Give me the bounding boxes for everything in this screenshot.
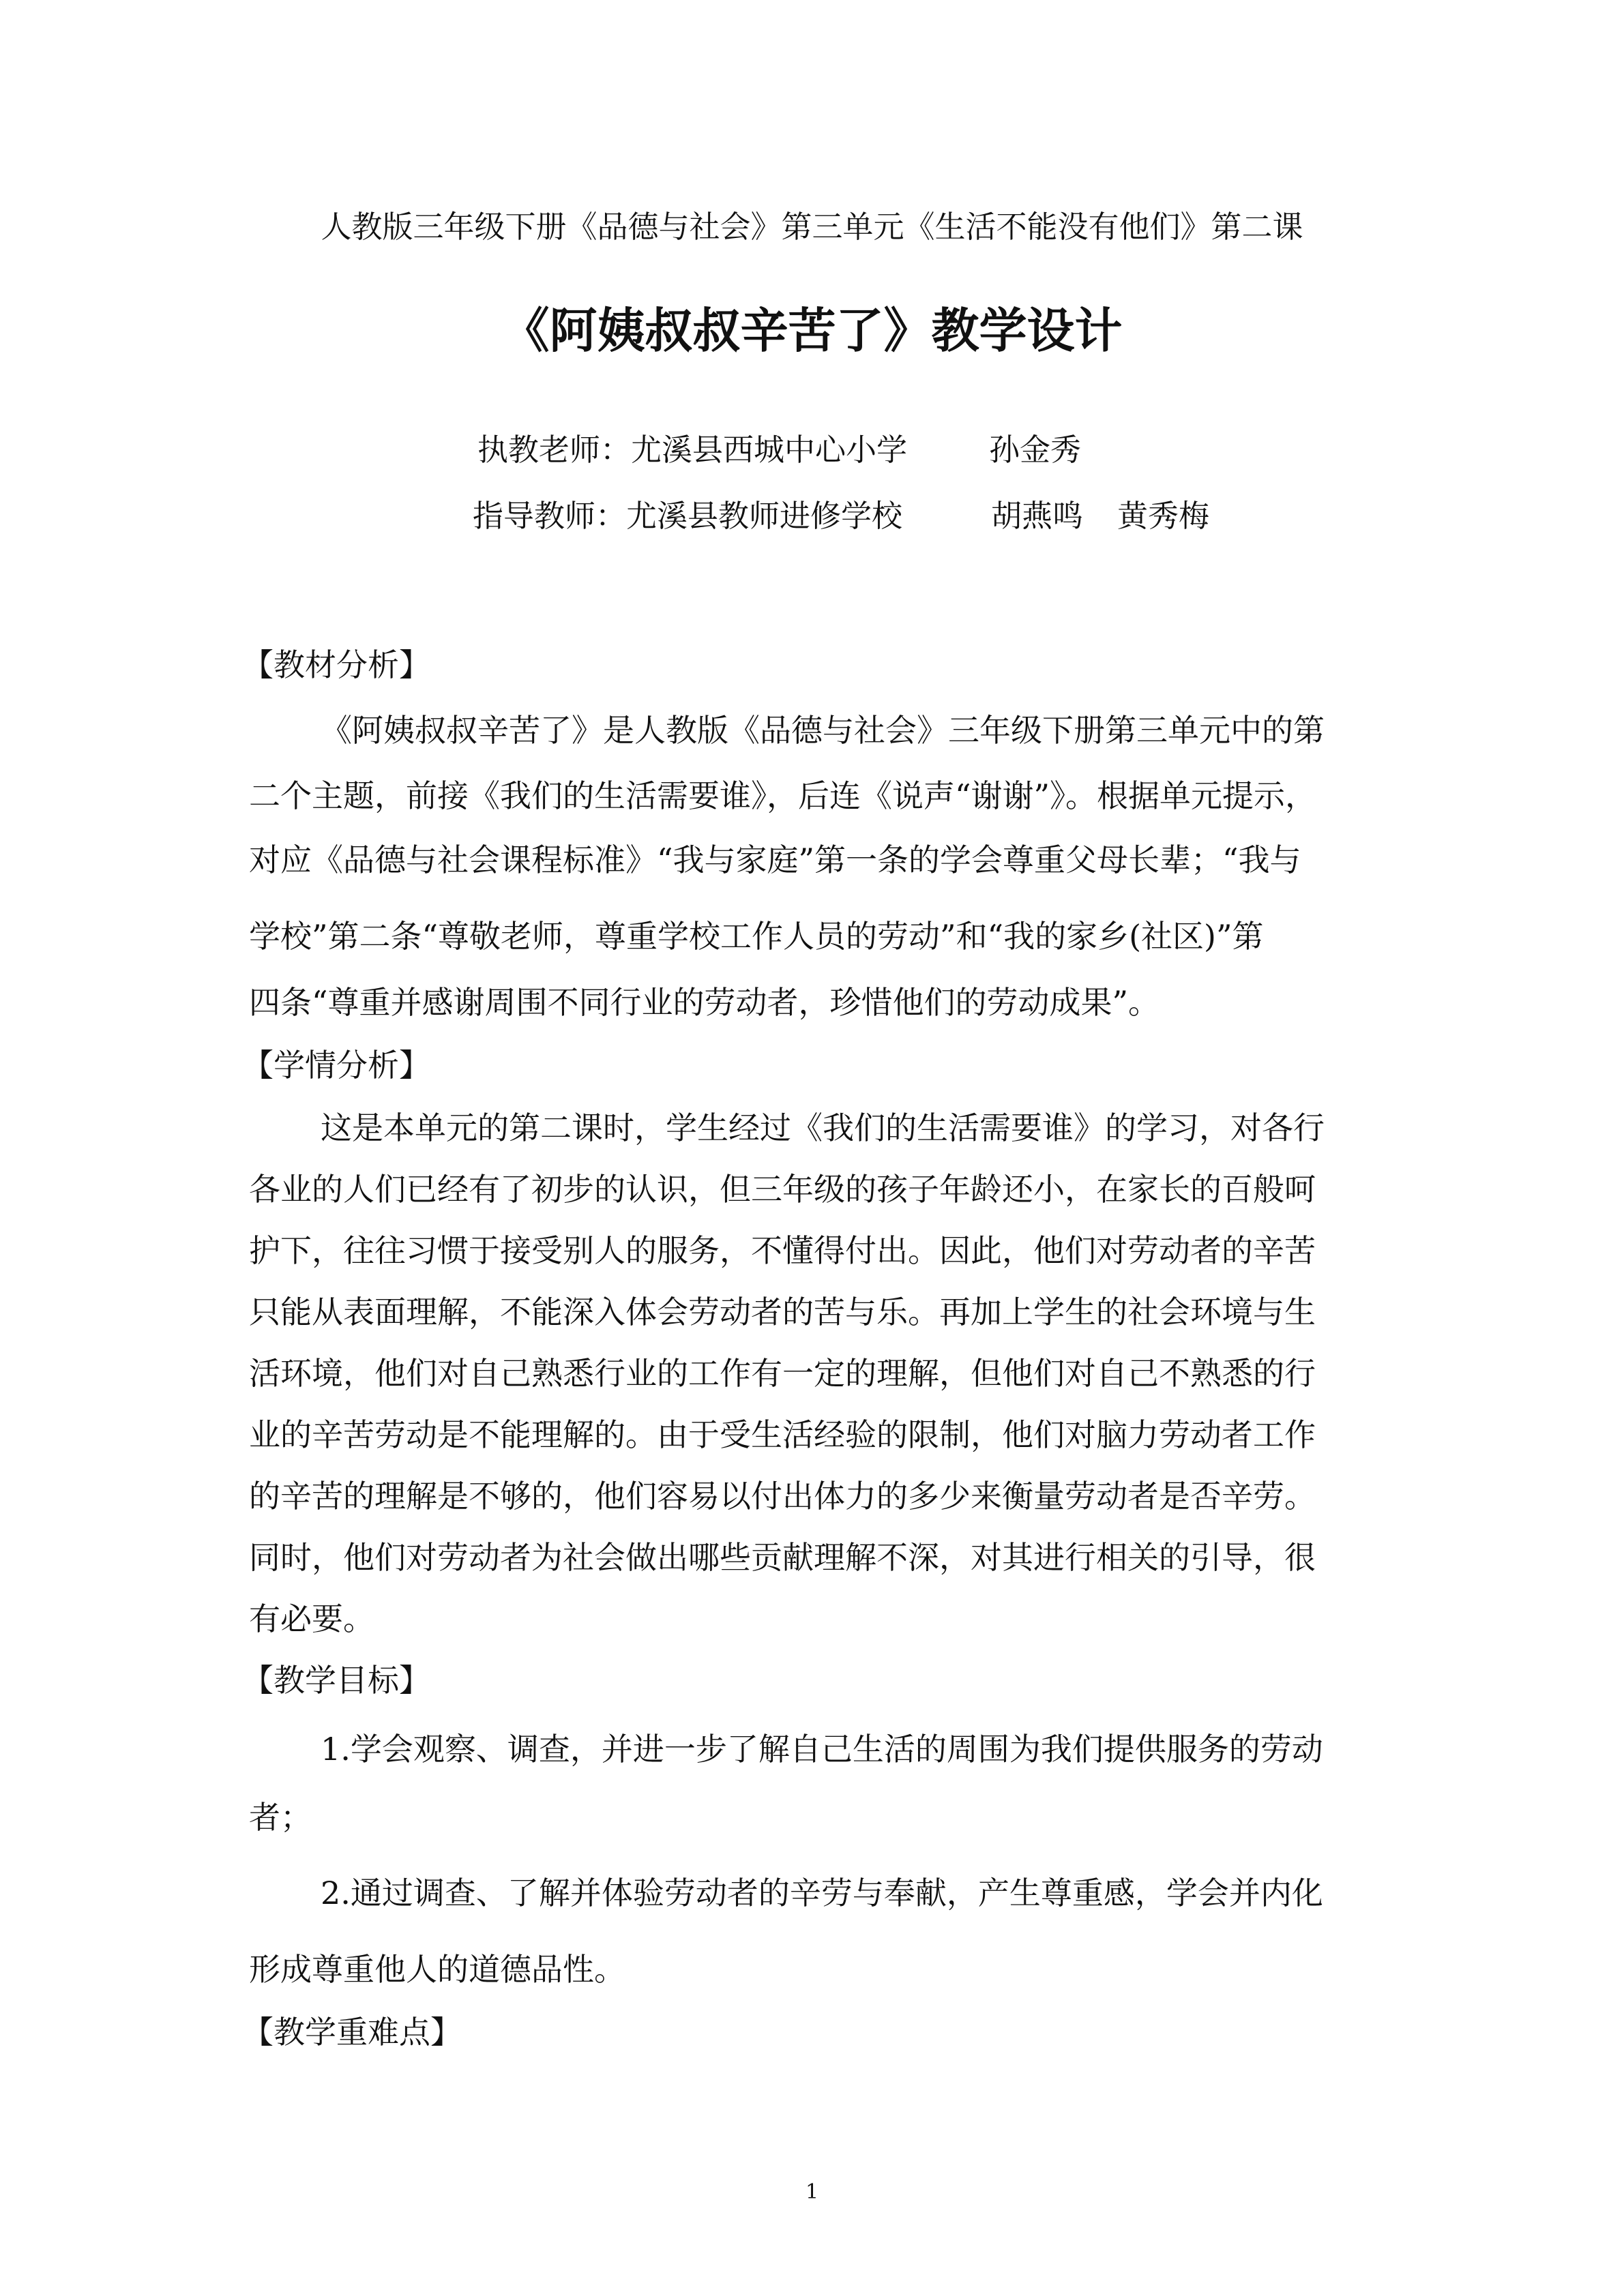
advisor-school: 尤溪县教师进修学校 (626, 498, 903, 534)
document-title: 《阿姨叔叔辛苦了》教学设计 (501, 303, 1123, 359)
advisor-line (473, 492, 1209, 540)
paragraph-line: 者； (249, 1799, 312, 1836)
teacher-name: 孙金秀 (989, 432, 1082, 468)
advisor-name: 胡燕鸣 (991, 498, 1084, 534)
paragraph-line: 形成尊重他人的道德品性。 (249, 1951, 625, 1988)
paragraph-line: 各业的人们已经有了初步的认识，但三年级的孩子年龄还小，在家长的百般呵 (249, 1171, 1316, 1208)
paragraph-line: 这是本单元的第二课时，学生经过《我们的生活需要谁》的学习，对各行 (321, 1109, 1325, 1146)
paragraph-line: 的辛苦的理解是不够的，他们容易以付出体力的多少来衡量劳动者是否辛劳。 (249, 1478, 1316, 1515)
section-heading: 【教材分析】 (242, 646, 430, 683)
advisor-name: 黄秀梅 (1117, 498, 1210, 534)
advisor-label: 指导教师： (473, 498, 627, 534)
section-heading: 【教学重难点】 (242, 2014, 462, 2051)
paragraph-line: 活环境，他们对自己熟悉行业的工作有一定的理解，但他们对自己不熟悉的行 (249, 1355, 1316, 1392)
paragraph-line: 二个主题，前接《我们的生活需要谁》，后连《说声“谢谢”》。根据单元提示， (249, 777, 1317, 814)
page-number: 1 (805, 2180, 819, 2204)
paragraph-line: 2.通过调查、了解并体验劳动者的辛劳与奉献，产生尊重感，学会并内化 (321, 1875, 1323, 1911)
paragraph-line: 1.学会观察、调查，并进一步了解自己生活的周围为我们提供服务的劳动 (321, 1731, 1323, 1768)
teacher-label: 执教老师： (477, 432, 632, 468)
paragraph-line: 《阿姨叔叔辛苦了》是人教版《品德与社会》三年级下册第三单元中的第 (321, 712, 1325, 749)
section-heading: 【教学目标】 (242, 1662, 430, 1699)
paragraph-line: 对应《品德与社会课程标准》“我与家庭”第一条的学会尊重父母长辈；“我与 (249, 841, 1301, 878)
section-heading: 【学情分析】 (242, 1047, 430, 1084)
paragraph-line: 业的辛苦劳动是不能理解的。由于受生活经验的限制，他们对脑力劳动者工作 (249, 1416, 1316, 1453)
teacher-line (477, 426, 1081, 474)
paragraph-line: 有必要。 (249, 1600, 374, 1637)
paragraph-line: 护下，往往习惯于接受别人的服务，不懂得付出。因此，他们对劳动者的辛苦 (249, 1232, 1316, 1269)
paragraph-line: 学校”第二条“尊敬老师，尊重学校工作人员的劳动”和“我的家乡(社区)”第 (249, 918, 1264, 955)
paragraph-line: 只能从表面理解，不能深入体会劳动者的苦与乐。再加上学生的社会环境与生 (249, 1294, 1316, 1330)
paragraph-line: 同时，他们对劳动者为社会做出哪些贡献理解不深，对其进行相关的引导，很 (249, 1539, 1316, 1576)
document-subtitle: 人教版三年级下册《品德与社会》第三单元《生活不能没有他们》第二课 (321, 209, 1303, 245)
teacher-school: 尤溪县西城中心小学 (631, 432, 908, 468)
paragraph-line: 四条“尊重并感谢周围不同行业的劳动者，珍惜他们的劳动成果”。 (249, 984, 1160, 1021)
